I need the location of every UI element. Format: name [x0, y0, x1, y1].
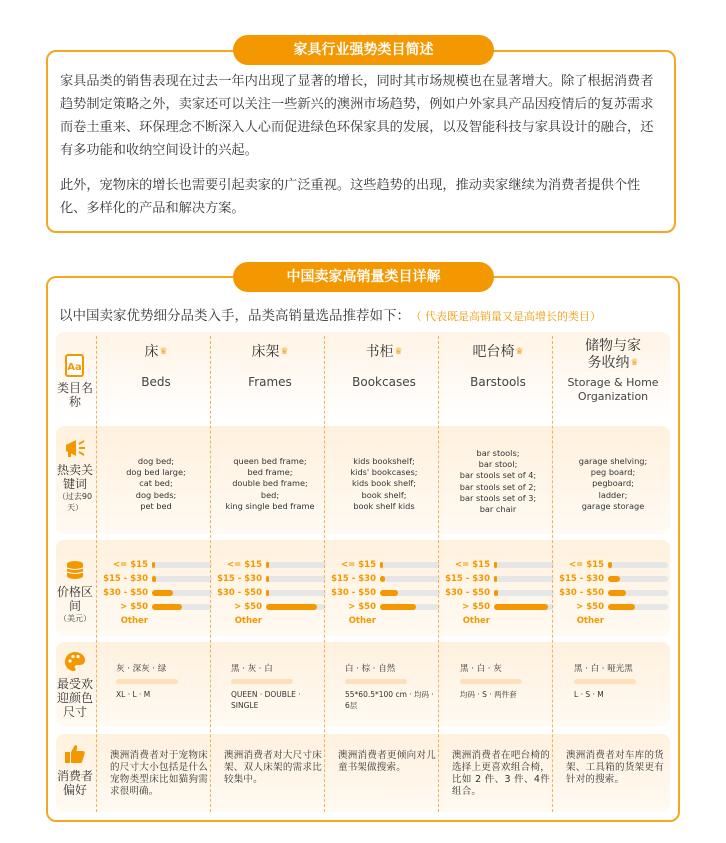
row-label-category [56, 354, 94, 409]
price-bar-track [494, 590, 554, 596]
legend-note: （ 代表既是高销量又是高增长的类目） [416, 310, 601, 323]
price-bar-track [380, 562, 440, 568]
section2-title: 中国卖家高销量类目详解 [233, 262, 494, 292]
price-label: $15 - $30 [559, 574, 604, 584]
keyword-item: dog bed large; [126, 467, 186, 478]
keyword-item: garage shelving; [578, 456, 648, 466]
row-label-keywords-note: （过去90天） [57, 492, 93, 512]
keyword-item: king single bed frame [225, 500, 315, 511]
price-bar-row [442, 614, 554, 628]
price-label: <= $15 [569, 560, 604, 570]
price-label: $30 - $50 [217, 588, 262, 598]
price-bar-fill [380, 576, 385, 582]
coins-icon [63, 558, 87, 582]
price-label: $30 - $50 [331, 588, 376, 598]
category-frames [214, 344, 326, 390]
price-chart-storage [556, 558, 668, 628]
price-bar-row [100, 572, 212, 586]
price-bar-track [608, 590, 668, 596]
preference-barstools: 澳洲消费者在吧台椅的选择上更喜欢组合椅，比如 2 件、3 件、4件组合。 [452, 750, 550, 797]
price-label: <= $15 [341, 560, 376, 570]
column-divider [210, 336, 211, 812]
price-label: > $50 [576, 602, 604, 612]
price-bar-row [214, 572, 326, 586]
price-bar-row [100, 614, 212, 628]
price-bar-row [328, 586, 440, 600]
trend-summary-text [60, 70, 666, 232]
megaphone-icon [63, 436, 87, 460]
price-bar-row [100, 600, 212, 614]
row-category-names [56, 332, 670, 420]
color-bar [231, 679, 293, 684]
crown-icon: ♛ [280, 347, 289, 357]
font-icon [63, 354, 87, 378]
keywords-barstools [442, 448, 554, 515]
price-bar-track [494, 604, 554, 610]
row-label-category-text: 类目名称 [56, 381, 93, 409]
price-bar-track [266, 590, 326, 596]
price-label: Other [462, 616, 490, 626]
category-name-cn: 床架♛ [251, 344, 289, 360]
price-bar-fill [494, 590, 498, 596]
column-divider [96, 336, 97, 812]
price-label: Other [576, 616, 604, 626]
section2-intro [59, 304, 601, 324]
keyword-item: bar stools set of 3; [459, 492, 537, 503]
price-bar-track [152, 604, 212, 610]
crown-icon: ♛ [630, 358, 639, 368]
price-bar-row [556, 600, 668, 614]
price-bar-fill [266, 576, 269, 582]
price-bar-track [380, 590, 440, 596]
price-bar-track [494, 562, 554, 568]
price-bar-row [442, 558, 554, 572]
colors-text: 白 · 棕 · 自然 [345, 664, 396, 674]
svg-text:Aa: Aa [67, 362, 82, 373]
keywords-storage [556, 456, 670, 512]
price-bar-row [214, 614, 326, 628]
category-name-cn: 床♛ [144, 344, 168, 360]
price-bar-row [556, 614, 668, 628]
keywords-frames [214, 456, 326, 512]
keyword-item: pegboard; [592, 478, 634, 489]
colors-text: 黑 · 白 · 灰 [460, 664, 502, 674]
keyword-item: bed; [260, 489, 280, 500]
column-divider [324, 336, 325, 812]
keyword-item: bar stools; [476, 448, 520, 458]
sizes-text: 均码 · S · 两件套 [460, 690, 517, 699]
price-bar-row [100, 586, 212, 600]
summary-paragraph-2: 此外，宠物床的增长也需要引起卖家的广泛重视。这些趋势的出现，推动卖家继续为消费者提供个性化、多样化的产品和解决方案。 [60, 178, 641, 216]
keyword-item: bar stools set of 4; [459, 470, 537, 481]
price-bar-track [152, 590, 212, 596]
price-bar-row [442, 586, 554, 600]
price-label: <= $15 [113, 560, 148, 570]
price-label: $15 - $30 [217, 574, 262, 584]
keyword-item: dog bed; [137, 456, 175, 466]
row-label-price-text: 价格区间 [56, 585, 93, 613]
keyword-item: book shelf kids [353, 500, 415, 511]
price-bar-track [266, 576, 326, 582]
category-bookcases [328, 344, 440, 390]
keywords-beds [100, 456, 212, 512]
price-bar-fill [152, 576, 156, 582]
price-label: $30 - $50 [103, 588, 148, 598]
price-bar-fill [494, 562, 497, 568]
price-bar-track [608, 604, 668, 610]
price-bar-track [266, 604, 326, 610]
price-bar-fill [608, 576, 620, 582]
price-label: $30 - $50 [445, 588, 490, 598]
colors-bookcases [345, 664, 435, 711]
colors-storage [574, 664, 664, 700]
price-label: > $50 [120, 602, 148, 612]
color-bar [460, 679, 522, 684]
sizes-text: QUEEN · DOUBLE · SINGLE [231, 690, 301, 710]
price-bar-fill [266, 604, 317, 610]
keyword-item: bed frame; [247, 467, 293, 478]
category-storage [556, 338, 670, 404]
price-chart-frames [214, 558, 326, 628]
price-bar-row [214, 586, 326, 600]
intro-text: 以中国卖家优势细分品类入手，品类高销量选品推荐如下： [59, 308, 410, 324]
sizes-text: XL · L · M [116, 690, 151, 699]
price-bar-track [608, 576, 668, 582]
keywords-bookcases [328, 456, 440, 512]
keyword-item: ladder; [598, 489, 628, 500]
row-keywords [56, 426, 670, 534]
category-name-en: Beds [141, 375, 171, 389]
colors-beds [116, 664, 206, 700]
price-label: Other [120, 616, 148, 626]
category-name-en: Frames [248, 375, 292, 389]
row-label-colors-text: 最受欢迎颜色尺寸 [56, 677, 93, 719]
price-label: $15 - $30 [445, 574, 490, 584]
row-price-range [56, 540, 670, 636]
keyword-item: book shelf; [361, 489, 407, 500]
price-bar-fill [608, 562, 612, 568]
row-colors-sizes [56, 642, 670, 726]
keyword-item: peg board; [590, 467, 636, 478]
crown-icon: ♛ [159, 347, 168, 357]
price-bar-fill [266, 590, 269, 596]
category-beds [100, 344, 212, 390]
crown-icon: ♛ [394, 347, 403, 357]
price-bar-fill [266, 562, 269, 568]
price-chart-bookcases [328, 558, 440, 628]
price-chart-beds [100, 558, 212, 628]
price-bar-row [328, 558, 440, 572]
price-bar-track [380, 576, 440, 582]
price-label: <= $15 [227, 560, 262, 570]
row-label-keywords-text: 热卖关键词 [56, 463, 93, 491]
keyword-item: queen bed frame; [233, 456, 307, 466]
row-label-price [56, 558, 94, 624]
price-bar-row [556, 586, 668, 600]
price-bar-row [328, 614, 440, 628]
category-name-en: Storage & Home Organization [567, 376, 659, 403]
price-bar-row [100, 558, 212, 572]
summary-paragraph-1: 家具品类的销售表现在过去一年内出现了显著的增长，同时其市场规模也在显著增大。除了根据消费者趋势制定策略之外，卖家还可以关注一些新兴的澳洲市场趋势，例如户外家具产品因疫情后的复苏需求而卷土重来、环保理念不断深入人心而促进绿色环保家具的发展，以及智能科技与家具设计的融合，还有多功能和收纳空间设计的兴起。 [60, 74, 654, 158]
keyword-item: bar stool; [478, 459, 518, 470]
price-bar-fill [608, 604, 635, 610]
price-bar-fill [380, 562, 383, 568]
price-bar-row [328, 600, 440, 614]
price-bar-track [380, 604, 440, 610]
price-bar-fill [608, 590, 626, 596]
price-bar-row [442, 572, 554, 586]
price-label: $30 - $50 [559, 588, 604, 598]
trend-summary-card [46, 50, 676, 233]
price-bar-track [152, 576, 212, 582]
colors-barstools [460, 664, 550, 700]
preference-frames: 澳洲消费者对大尺寸床架、双人床架的需求比较集中。 [224, 750, 322, 785]
price-bar-fill [152, 562, 155, 568]
row-label-preference [56, 742, 94, 797]
price-label: > $50 [234, 602, 262, 612]
price-label: Other [234, 616, 262, 626]
price-bar-track [608, 562, 668, 568]
preference-beds: 澳洲消费者对于宠物床的尺寸大小包括是什么宠物类型床比如猫狗需求很明确。 [110, 750, 208, 797]
price-bar-row [556, 558, 668, 572]
category-name-en: Bookcases [352, 375, 416, 389]
price-label: <= $15 [455, 560, 490, 570]
keyword-item: kids' bookcases; [350, 467, 418, 478]
color-bar [116, 679, 178, 684]
price-bar-track [494, 576, 554, 582]
keyword-item: kids book shelf; [351, 478, 417, 489]
row-label-preference-text: 消费者偏好 [56, 769, 93, 797]
colors-text: 黑 · 白 · 哑光黑 [574, 664, 633, 674]
price-bar-row [214, 558, 326, 572]
preference-storage: 澳洲消费者对车库的货架、工具箱的货架更有针对的搜索。 [566, 750, 664, 785]
price-bar-row [328, 572, 440, 586]
keyword-item: double bed frame; [232, 478, 308, 489]
price-label: Other [348, 616, 376, 626]
price-bar-fill [494, 576, 497, 582]
price-bar-fill [152, 590, 173, 596]
keyword-item: kids bookshelf; [353, 456, 415, 466]
color-bar [574, 679, 636, 684]
keyword-item: garage storage [581, 500, 645, 511]
category-barstools [442, 344, 554, 390]
colors-frames [231, 664, 321, 711]
row-label-colors [56, 650, 94, 719]
category-name-cn: 吧台椅♛ [472, 344, 524, 360]
crown-icon: ♛ [515, 347, 524, 357]
sizes-text: L · S · M [574, 690, 604, 699]
price-bar-row [556, 572, 668, 586]
preference-bookcases: 澳洲消费者更倾向对儿童书架做搜索。 [338, 750, 436, 773]
column-divider [552, 336, 553, 812]
column-divider [438, 336, 439, 812]
category-name-cn: 书柜♛ [365, 344, 403, 360]
price-bar-fill [494, 604, 548, 610]
price-bar-track [152, 562, 212, 568]
row-label-keywords [56, 436, 94, 513]
price-label: $15 - $30 [103, 574, 148, 584]
section1-title: 家具行业强势类目简述 [233, 35, 494, 65]
sizes-text: 55*60.5*100 cm · 均码 · 6层 [345, 690, 434, 710]
keyword-item: bar chair [479, 504, 517, 515]
colors-text: 黑 · 灰 · 白 [231, 664, 273, 674]
price-bar-track [266, 562, 326, 568]
keyword-item: pet bed [140, 500, 172, 511]
thumbs-up-icon [63, 742, 87, 766]
keyword-item: bar stools set of 2; [459, 481, 537, 492]
row-label-price-note: （美元） [59, 614, 91, 623]
price-bar-row [442, 600, 554, 614]
color-bar [345, 679, 407, 684]
keyword-item: dog beds; [135, 489, 177, 500]
price-label: $15 - $30 [331, 574, 376, 584]
keyword-item: cat bed; [139, 478, 173, 489]
price-label: > $50 [348, 602, 376, 612]
price-bar-fill [380, 604, 416, 610]
price-bar-row [214, 600, 326, 614]
category-name-en: Barstools [470, 375, 526, 389]
palette-icon [63, 650, 87, 674]
price-bar-fill [380, 590, 398, 596]
colors-text: 灰 · 深灰 · 绿 [116, 664, 167, 674]
price-label: > $50 [462, 602, 490, 612]
category-name-cn: 储物与家务收纳♛ [585, 338, 641, 371]
row-consumer-preference [56, 734, 670, 812]
price-bar-fill [152, 604, 182, 610]
price-chart-barstools [442, 558, 554, 628]
